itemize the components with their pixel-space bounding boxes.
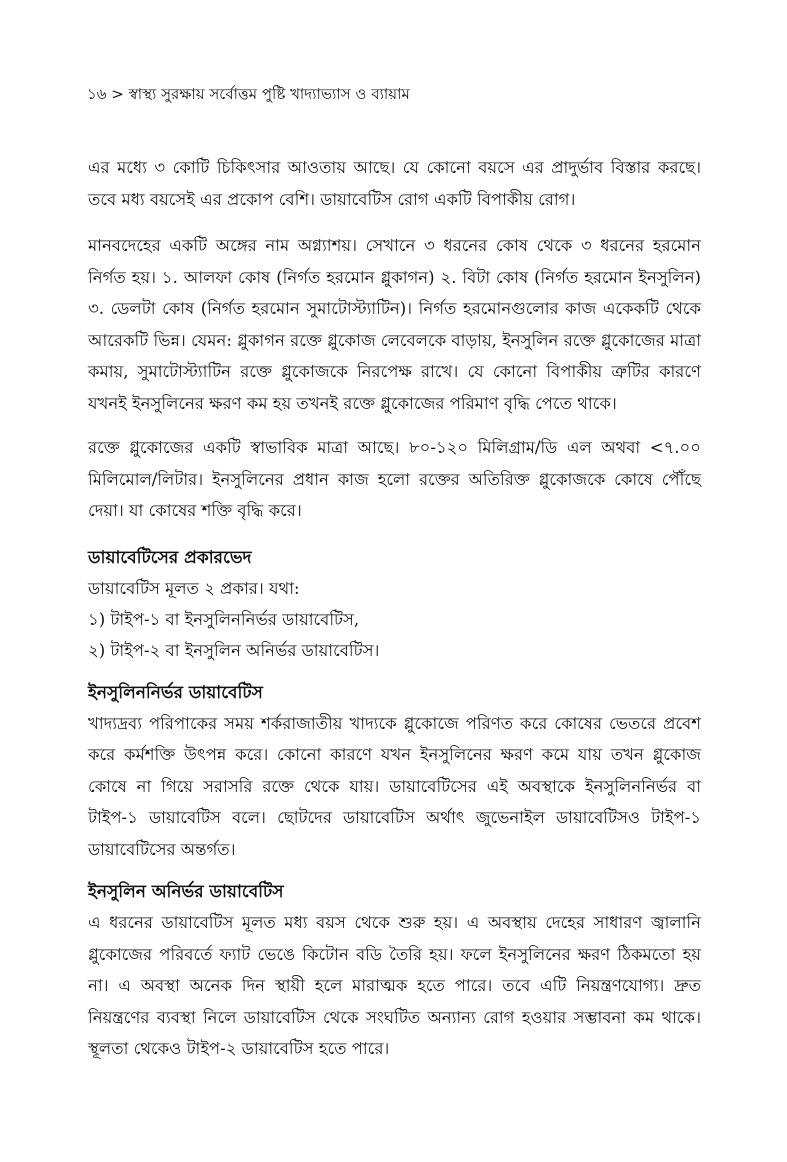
types-list — [88, 604, 701, 666]
section-heading-type2: ইনসুলিন অনির্ভর ডায়াবেটিস — [88, 882, 284, 902]
type2-paragraph: এ ধরনের ডায়াবেটিস মূলত মধ্য বয়স থেকে শুরু হয়। এ অবস্থায় দেহের সাধারণ জ্বালানি গ্লুকোজের পরিবর্তে ফ্যাট ভেঙে কিটোন বডি তৈরি হয়। ফলে ইনসুলিনের ক্ষরণ ঠিকমতো হয় না। এ অবস্থা অনেক দিন স্থায়ী হলে মারাত্মক হতে পারে। তবে এটি নিয়ন্ত্রণযোগ্য। দ্রুত নিয়ন্ত্রণের ব্যবস্থা নিলে ডায়াবেটিস থেকে সংঘটিত অন্যান্য রোগ হওয়ার সম্ভাবনা কম থাকে। স্থূলতা থেকেও টাইপ-২ ডায়াবেটিস হতে পারে। — [88, 913, 701, 1058]
list-item: ১) টাইপ-১ বা ইনসুলিননির্ভর ডায়াবেটিস, — [88, 609, 360, 629]
running-header: ১৬ > স্বাস্থ্য সুরক্ষায় সর্বোত্তম পুষ্টি খাদ্যাভ্যাস ও ব্যায়াম — [87, 85, 410, 103]
type1-paragraph: খাদ্যদ্রব্য পরিপাকের সময় শর্করাজাতীয় খাদ্যকে গ্লুকোজে পরিণত করে কোষের ভেতরে প্রবেশ করে কর্মশক্তি উৎপন্ন করে। কোনো কারণে যখন ইনসুলিনের ক্ষরণ কমে যায় তখন গ্লুকোজ কোষে না গিয়ে সরাসরি রক্তে থেকে যায়। ডায়াবেটিসের এই অবস্থাকে ইনসুলিননির্ভর বা টাইপ-১ ডায়াবেটিস বলে। ছোটদের ডায়াবেটিস অর্থাৎ জুভেনাইল ডায়াবেটিসও টাইপ-১ ডায়াবেটিসের অন্তর্গত। — [88, 713, 701, 859]
intro-paragraph: এর মধ্যে ৩ কোটি চিকিৎসার আওতায় আছে। যে কোনো বয়সে এর প্রাদুর্ভাব বিস্তার করছে। তবে মধ্য বয়সেই এর প্রকোপ বেশি। ডায়াবেটিস রোগ একটি বিপাকীয় রোগ। — [88, 158, 701, 209]
pancreas-paragraph: মানবদেহের একটি অঙ্গের নাম অগ্ন্যাশয়। সেখানে ৩ ধরনের কোষ থেকে ৩ ধরনের হরমোন নির্গত হয়। ১. আলফা কোষ (নির্গত হরমোন গ্লুকাগন) ২. বিটা কোষ (নির্গত হরমোন ইনসুলিন) ৩. ডেলটা কোষ (নির্গত হরমোন সুমাটোস্ট্যাটিন)। নির্গত হরমোনগুলোর কাজ একেকটি থেকে আরেকটি ভিন্ন। যেমন: গ্লুকাগন রক্তে গ্লুকোজ লেবেলকে বাড়ায়, ইনসুলিন রক্তে গ্লুকোজের মাত্রা কমায়, সুমাটোস্ট্যাটিন রক্তে গ্লুকোজকে নিরপেক্ষ রাখে। যে কোনো বিপাকীয় ত্রুটির কারণে যখনই ইনসুলিনের ক্ষরণ কম হয় তখনই রক্তে গ্লুকোজের পরিমাণ বৃদ্ধি পেতে থাকে। — [88, 236, 701, 413]
page-body — [88, 152, 701, 1065]
section-heading-types: ডায়াবেটিসের প্রকারভেদ — [88, 547, 252, 568]
types-intro: ডায়াবেটিস মূলত ২ প্রকার। যথা: — [88, 578, 300, 598]
list-item: ২) টাইপ-২ বা ইনসুলিন অনির্ভর ডায়াবেটিস। — [88, 640, 380, 660]
glucose-paragraph: রক্তে গ্লুকোজের একটি স্বাভাবিক মাত্রা আছে। ৮০-১২০ মিলিগ্রাম/ডি এল অথবা <৭.০০ মিলিমোল/লিটার। ইনসুলিনের প্রধান কাজ হলো রক্তের অতিরিক্ত গ্লুকোজকে কোষে পৌঁছে দেয়া। যা কোষের শক্তি বৃদ্ধি করে। — [88, 438, 701, 520]
section-heading-type1: ইনসুলিননির্ভর ডায়াবেটিস — [88, 682, 263, 703]
